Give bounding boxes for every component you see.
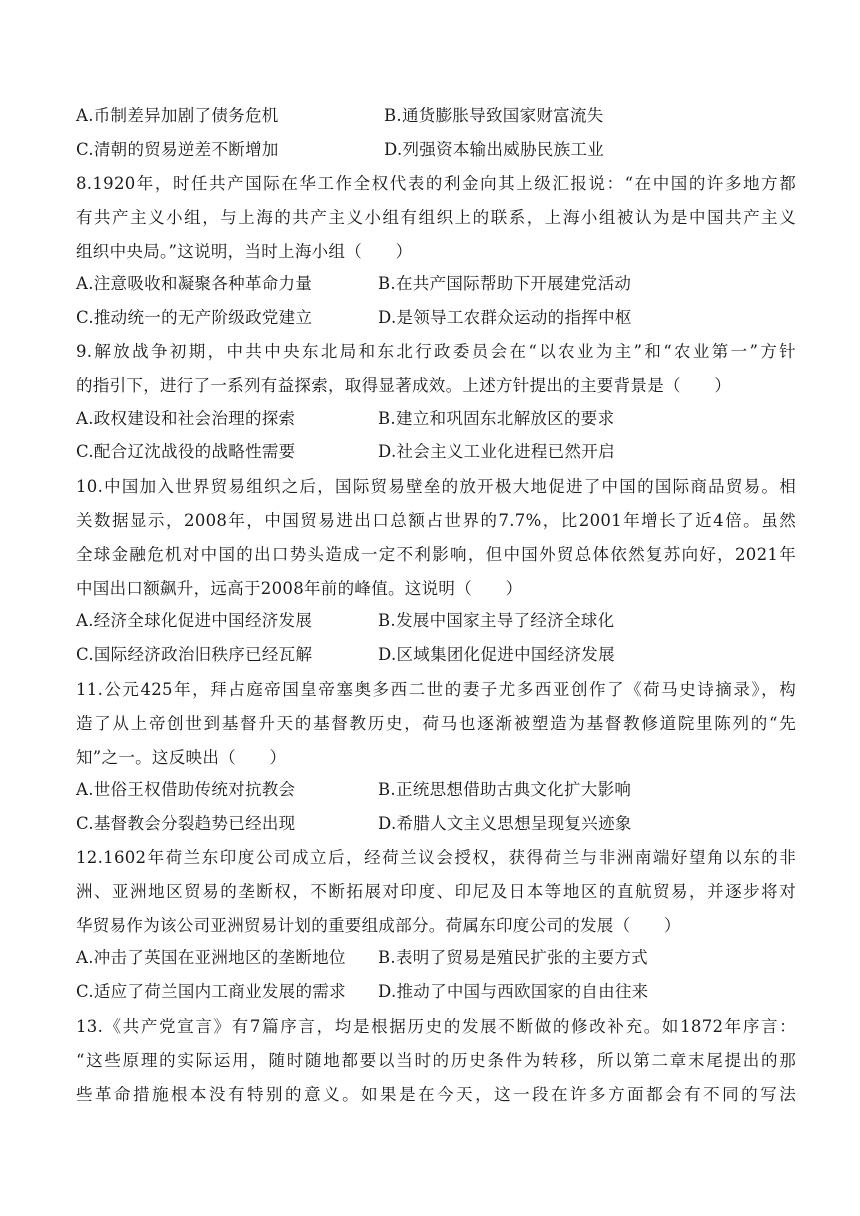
q8-option-b: B.在共产国际帮助下开展建党活动 bbox=[378, 274, 632, 293]
q10-option-b: B.发展中国家主导了经济全球化 bbox=[378, 611, 615, 630]
q8-stem-line-1: 8.1920年，时任共产国际在华工作全权代表的利金向其上级汇报说：“在中国的许多地方都 bbox=[76, 174, 796, 193]
q11-stem-line-3: 知”之一。这反映出（ ） bbox=[76, 748, 287, 767]
q12-option-d: D.推动了中国与西欧国家的自由往来 bbox=[378, 982, 649, 1001]
q12-stem-line-2: 洲、亚洲地区贸易的垄断权，不断拓展对印度、印尼及日本等地区的直航贸易，并逐步将对 bbox=[76, 882, 796, 901]
q11-option-c: C.基督教会分裂趋势已经出现 bbox=[76, 814, 296, 833]
q7-option-d: D.列强资本输出威胁民族工业 bbox=[384, 140, 605, 159]
q12-stem-line-3: 华贸易作为该公司亚洲贸易计划的重要组成部分。荷属东印度公司的发展（ ） bbox=[76, 916, 681, 935]
q7-option-a: A.币制差异加剧了债务危机 bbox=[76, 106, 279, 125]
q9-stem-line-1: 9.解放战争初期，中共中央东北局和东北行政委员会在“以农业为主”和“农业第一”方针 bbox=[76, 342, 796, 361]
q7-option-c: C.清朝的贸易逆差不断增加 bbox=[76, 140, 279, 159]
q13-stem-line-1: 13.《共产党宣言》有7篇序言，均是根据历史的发展不断做的修改补充。如1872年序言： bbox=[76, 1017, 796, 1036]
q11-option-a: A.世俗王权借助传统对抗教会 bbox=[76, 780, 296, 799]
q13-stem-line-3: 些革命措施根本没有特别的意义。如果是在今天，这一段在许多方面都会有不同的写法 bbox=[76, 1085, 796, 1104]
q10-stem-line-2: 关数据显示，2008年，中国贸易进出口总额占世界的7.7%，比2001年增长了近4倍。虽然 bbox=[76, 511, 796, 530]
q9-option-b: B.建立和巩固东北解放区的要求 bbox=[378, 409, 615, 428]
q10-stem-line-1: 10.中国加入世界贸易组织之后，国际贸易壁垒的放开极大地促进了中国的国际商品贸易。相 bbox=[76, 477, 796, 496]
q8-option-c: C.推动统一的无产阶级政党建立 bbox=[76, 308, 313, 327]
q7-option-b: B.通货膨胀导致国家财富流失 bbox=[384, 106, 604, 125]
q9-option-a: A.政权建设和社会治理的探索 bbox=[76, 409, 296, 428]
q11-option-d: D.希腊人文主义思想呈现复兴迹象 bbox=[378, 814, 632, 833]
q10-option-c: C.国际经济政治旧秩序已经瓦解 bbox=[76, 645, 313, 664]
q8-stem-line-3: 组织中央局。”这说明，当时上海小组（ ） bbox=[76, 242, 413, 261]
q10-stem-line-3: 全球金融危机对中国的出口势头造成一定不利影响，但中国外贸总体依然复苏向好，2021年 bbox=[76, 545, 796, 564]
q12-option-c: C.适应了荷兰国内工商业发展的需求 bbox=[76, 982, 346, 1001]
q9-option-d: D.社会主义工业化进程已然开启 bbox=[378, 442, 615, 461]
q10-option-a: A.经济全球化促进中国经济发展 bbox=[76, 611, 313, 630]
q11-stem-line-1: 11.公元425年，拜占庭帝国皇帝塞奥多西二世的妻子尤多西亚创作了《荷马史诗摘录》，构 bbox=[76, 680, 796, 699]
q8-option-d: D.是领导工农群众运动的指挥中枢 bbox=[378, 308, 632, 327]
q13-stem-line-2: “这些原理的实际运用，随时随地都要以当时的历史条件为转移，所以第二章末尾提出的那 bbox=[76, 1051, 796, 1070]
q11-stem-line-2: 造了从上帝创世到基督升天的基督教历史，荷马也逐渐被塑造为基督教修道院里陈列的“先 bbox=[76, 714, 796, 733]
q12-stem-line-1: 12.1602年荷兰东印度公司成立后，经荷兰议会授权，获得荷兰与非洲南端好望角以东的非 bbox=[76, 848, 796, 867]
q9-option-c: C.配合辽沈战役的战略性需要 bbox=[76, 442, 296, 461]
q8-stem-line-2: 有共产主义小组，与上海的共产主义小组有组织上的联系，上海小组被认为是中国共产主义 bbox=[76, 208, 796, 227]
q12-option-b: B.表明了贸易是殖民扩张的主要方式 bbox=[378, 948, 648, 967]
q12-option-a: A.冲击了英国在亚洲地区的垄断地位 bbox=[76, 948, 346, 967]
q10-stem-line-4: 中国出口额飙升，远高于2008年前的峰值。这说明（ ） bbox=[76, 579, 523, 598]
q11-option-b: B.正统思想借助古典文化扩大影响 bbox=[378, 780, 632, 799]
q9-stem-line-2: 的指引下，进行了一系列有益探索，取得显著成效。上述方针提出的主要背景是（ ） bbox=[76, 376, 732, 395]
q10-option-d: D.区域集团化促进中国经济发展 bbox=[378, 645, 615, 664]
q8-option-a: A.注意吸收和凝聚各种革命力量 bbox=[76, 274, 313, 293]
